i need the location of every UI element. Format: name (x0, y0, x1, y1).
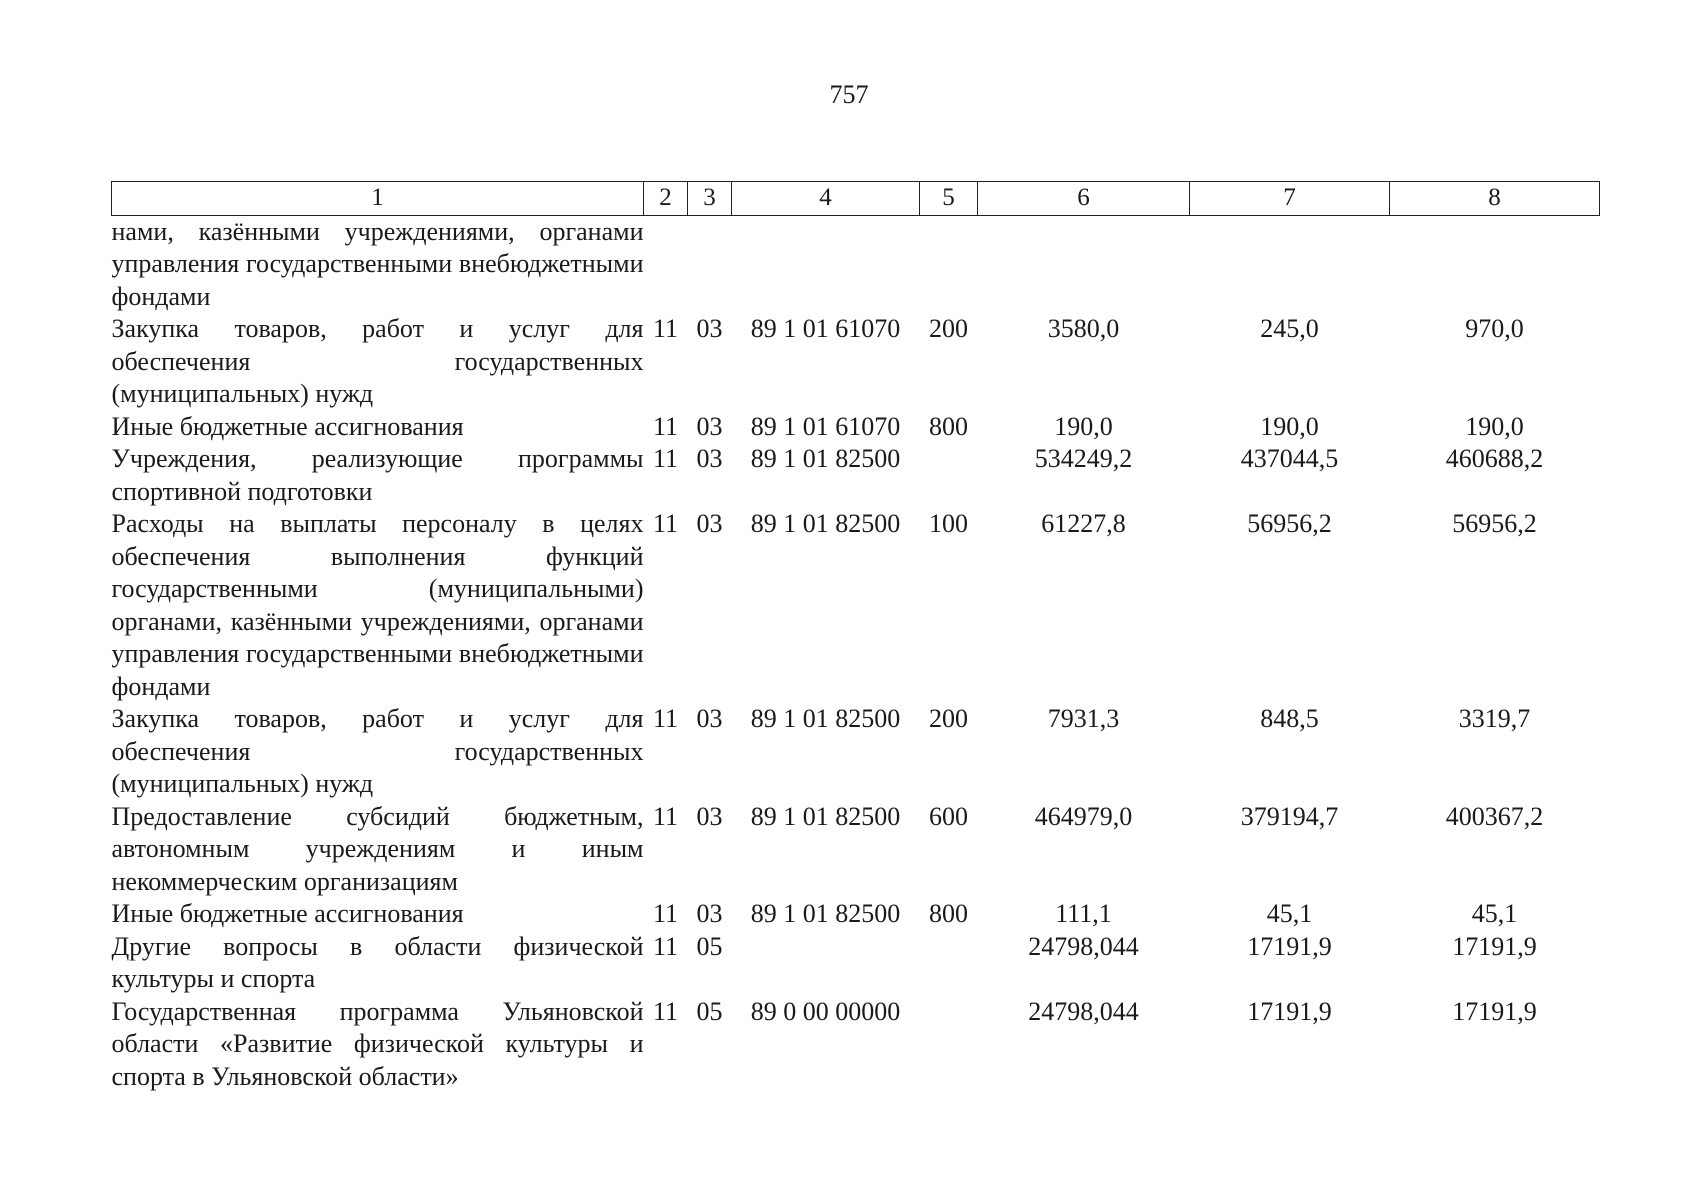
row-subsection (688, 215, 732, 313)
row-section: 11 (652, 444, 679, 473)
row-target-code: 89 1 01 82500 (750, 801, 901, 831)
header-cell: 2 (644, 182, 688, 216)
row-subsection: 03 (696, 801, 723, 831)
table-row (112, 411, 1600, 444)
row-expense-type: 800 (929, 899, 968, 928)
row-expense-type (920, 215, 978, 313)
row-section: 11 (652, 996, 679, 1026)
row-subsection: 03 (696, 444, 723, 473)
row-amount-col7 (1190, 215, 1390, 313)
row-name: нами, казёнными учреждениями, органами управления государственными внебюджетными фондами (111, 216, 644, 311)
table-row (112, 215, 1600, 313)
row-amount-col6: 3580,0 (1047, 314, 1120, 343)
row-name: Другие вопросы в области физической культуры и спорта (111, 931, 644, 993)
row-expense-type (920, 996, 978, 1094)
row-amount-col7: 379194,7 (1240, 801, 1339, 831)
row-expense-type: 800 (929, 411, 968, 441)
row-amount-col7: 245,0 (1260, 314, 1319, 343)
row-section: 11 (652, 411, 679, 441)
header-cell: 1 (112, 182, 644, 216)
row-subsection: 03 (696, 509, 723, 538)
row-section: 11 (652, 314, 679, 343)
table-row (112, 801, 1600, 899)
row-amount-col8: 400367,2 (1445, 801, 1544, 831)
row-name: Иные бюджетные ассигнования (111, 899, 464, 928)
row-target-code: 89 1 01 82500 (750, 704, 901, 733)
row-name: Закупка товаров, работ и услуг для обеспечения государственных (муниципальных) нужд (111, 314, 644, 408)
table-row (112, 931, 1600, 996)
row-expense-type: 200 (929, 314, 968, 343)
table-row (112, 508, 1600, 703)
row-subsection: 03 (696, 314, 723, 343)
row-amount-col7: 45,1 (1266, 899, 1313, 928)
row-name: Учреждения, реализующие программы спортивной подготовки (111, 444, 644, 506)
table-row (112, 996, 1600, 1094)
row-name: Иные бюджетные ассигнования (111, 411, 464, 441)
row-section: 11 (652, 931, 679, 961)
table-row (112, 313, 1600, 411)
header-row (112, 182, 1600, 216)
row-amount-col7: 17191,9 (1247, 931, 1332, 961)
row-target-code: 89 1 01 82500 (750, 509, 901, 538)
row-section: 11 (652, 899, 679, 928)
header-cell: 8 (1390, 182, 1600, 216)
row-amount-col8: 45,1 (1471, 899, 1518, 928)
page-number: 757 (829, 80, 869, 109)
row-target-code: 89 1 01 82500 (750, 444, 901, 473)
row-amount-col7: 56956,2 (1247, 509, 1332, 538)
row-expense-type (920, 443, 978, 508)
row-amount-col8: 17191,9 (1452, 996, 1537, 1026)
row-target-code: 89 0 00 00000 (750, 996, 901, 1026)
row-amount-col6: 190,0 (1054, 411, 1113, 441)
budget-table (111, 181, 1600, 1093)
row-name: Предоставление субсидий бюджетным, автономным учреждениям и иным некоммерческим организациям (111, 801, 644, 896)
row-target-code (732, 215, 920, 313)
row-section: 11 (652, 509, 679, 538)
row-subsection: 03 (696, 704, 723, 733)
table-row (112, 898, 1600, 931)
row-name: Государственная программа Ульяновской области «Развитие физической культуры и спорта в Ульяновской области» (111, 996, 644, 1091)
row-subsection: 05 (696, 931, 723, 961)
header-cell: 3 (688, 182, 732, 216)
row-amount-col8: 17191,9 (1452, 931, 1537, 961)
row-amount-col6: 24798,044 (1028, 931, 1139, 961)
table-header (112, 182, 1600, 216)
header-cell: 5 (920, 182, 978, 216)
row-amount-col8 (1390, 215, 1600, 313)
row-target-code (732, 931, 920, 996)
row-expense-type (920, 931, 978, 996)
row-target-code: 89 1 01 61070 (750, 314, 901, 343)
table-row (112, 703, 1600, 801)
row-amount-col6: 111,1 (1055, 899, 1112, 928)
row-amount-col6: 534249,2 (1034, 444, 1133, 473)
row-amount-col7: 437044,5 (1240, 444, 1339, 473)
row-amount-col8: 56956,2 (1452, 509, 1537, 538)
row-section: 11 (652, 704, 679, 733)
row-amount-col6: 61227,8 (1041, 509, 1126, 538)
row-amount-col7: 848,5 (1260, 704, 1319, 733)
row-name: Расходы на выплаты персоналу в целях обеспечения выполнения функций государственными (муниципальными) органами, казёнными учреждениями, органами управления государственными внебюджетными фондами (111, 509, 644, 701)
table-body (112, 215, 1600, 1093)
row-subsection: 05 (696, 996, 723, 1026)
row-amount-col6: 464979,0 (1034, 801, 1133, 831)
row-target-code: 89 1 01 61070 (750, 411, 901, 441)
row-target-code: 89 1 01 82500 (750, 899, 901, 928)
row-expense-type: 200 (929, 704, 968, 733)
row-section: 11 (652, 801, 679, 831)
row-amount-col6: 24798,044 (1028, 996, 1139, 1026)
row-amount-col8: 190,0 (1465, 411, 1524, 441)
row-amount-col7: 190,0 (1260, 411, 1319, 441)
header-cell: 7 (1190, 182, 1390, 216)
row-expense-type: 100 (929, 509, 968, 538)
row-subsection: 03 (696, 411, 723, 441)
row-subsection: 03 (696, 899, 723, 928)
header-cell: 4 (732, 182, 920, 216)
row-section (644, 215, 688, 313)
row-expense-type: 600 (929, 801, 968, 831)
row-amount-col8: 460688,2 (1445, 444, 1544, 473)
row-amount-col8: 3319,7 (1458, 704, 1531, 733)
row-amount-col6: 7931,3 (1047, 704, 1120, 733)
header-cell: 6 (978, 182, 1190, 216)
row-amount-col7: 17191,9 (1247, 996, 1332, 1026)
row-name: Закупка товаров, работ и услуг для обеспечения государственных (муниципальных) нужд (111, 704, 644, 798)
row-amount-col6 (978, 215, 1190, 313)
row-amount-col8: 970,0 (1465, 314, 1524, 343)
table-row (112, 443, 1600, 508)
